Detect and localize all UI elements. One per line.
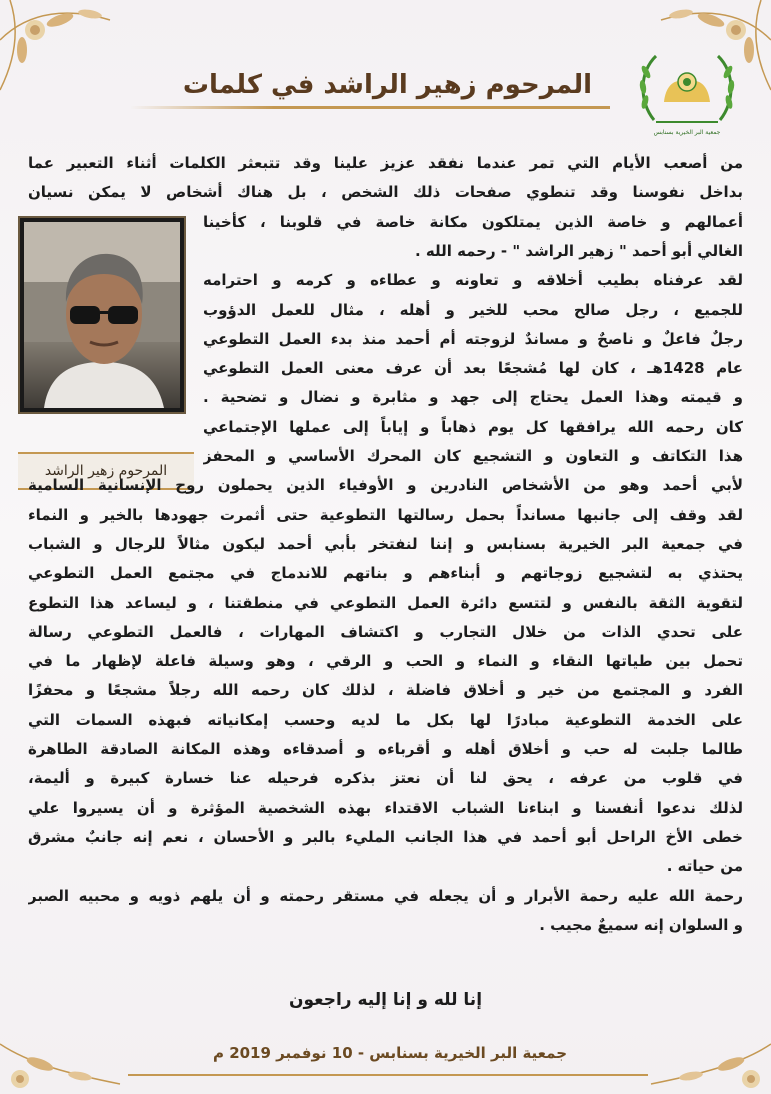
portrait-silhouette-icon: [24, 222, 180, 408]
text-line: و قيمته وهذا العمل يحتاج إلى جهد و مثابرة و نضال و تضحية .: [203, 388, 743, 407]
text-line: أعمالهم و خاصة الذين يمتلكون مكانة خاصة في قلوبنا ، كأخينا: [203, 212, 743, 231]
title-banner: [130, 68, 610, 116]
text-line: هذا التكاتف و التعاون و التشجيع كان المحرك الأساسي و المحفز: [203, 447, 743, 465]
text-line: لأبي أحمد وهو من الأشخاص النادرين و الأوفياء الذين يحملون روح الإنسانية السامية: [28, 476, 743, 495]
text-line: الفرد و المجتمع من خير و أخلاق فاضلة ، لذلك كان رحمه الله رجلاً مشجعًا و محفزًا: [28, 681, 743, 700]
page-title: المرحوم زهير الراشد في كلمات: [182, 70, 592, 100]
text-line: عام 1428هـ ، كان لها مُشجعًا بعد أن عرف معنى العمل التطوعي: [203, 359, 743, 378]
text-line: لقد عرفناه بطيب أخلاقه و تعاونه و عطاءه و كرمه و احترامه: [203, 271, 743, 290]
text-line: و السلوان إنه سميعٌ مجيب .: [539, 915, 743, 934]
text-line: في جمعية البر الخيرية بسنابس و إننا لنفتخر بأبي أحمد ليكون مثالاً للرجال و الشباب: [28, 534, 743, 553]
text-line: خطى الأخ الراحل أبو أحمد في هذا الجانب المليء بالبر و الأحسان ، نعم إنه جانبٌ مشرق: [28, 827, 743, 846]
text-line: على الخدمة التطوعية مبادرًا لها بكل ما لديه وحسب إمكانياته فبهذه السمات التي: [28, 710, 743, 729]
title-underline: [130, 106, 610, 109]
portrait-frame: [18, 216, 186, 414]
charity-logo-icon: [634, 42, 740, 142]
text-line: كان رحمه الله يرافقها كل يوم ذهاباً و إياباً إلى عملها الإجتماعي: [203, 417, 743, 436]
text-line: من حياته .: [666, 857, 743, 876]
text-line: بداخل نفوسنا وقد تنطوي صفحات ذلك الشخص ، بل هناك أشخاص لا يمكن نسيان: [28, 183, 743, 202]
text-line: رحمة الله عليه رحمة الأبرار و أن يجعله في مستقر رحمته و أن يلهم ذويه و محبيه الصبر: [28, 886, 743, 905]
portrait-photo: [24, 222, 180, 408]
text-line: للجميع ، رجل صالح محب للخير و أهله ، مثال للعمل الدؤوب: [203, 300, 743, 319]
text-line: في قلوب من عرفه ، يحق لنا أن نعتز بذكره فرحيله عنا خسارة كبيرة و أليمة،: [28, 769, 743, 788]
text-line: طالما جلبت له حب و أخلاق أهله و أقرباءه و أصدقاءه وهذه المكانة الصادقة الطاهرة: [28, 740, 743, 758]
text-line: لتقوية الثقة بالنفس و لتتسع دائرة العمل التطوعي في منطقتنا ، و ليساعد هذا التطوع: [28, 593, 743, 612]
portrait-caption: المرحوم زهير الراشد: [18, 452, 194, 490]
floral-corner-top-left-icon: [0, 0, 150, 110]
text-line: من أصعب الأيام التي تمر عندما نفقد عزيز علينا وقد تتبعثر الكلمات أثناء التعبير عما: [28, 154, 743, 172]
closing-prayer: إنا لله و إنا إليه راجعون: [288, 990, 483, 1010]
text-line: على تحدي الذات من خلال التجارب و اكتشاف المهارات ، فالعمل التطوعي رسالة: [28, 622, 743, 641]
text-line: الغالي أبو أحمد " زهير الراشد " - رحمه الله .: [414, 241, 743, 260]
text-line: رجلٌ فاعلٌ و ناصحٌ و مساندٌ لزوجته أم أحمد منذ بدء العمل التطوعي: [203, 329, 743, 348]
footer-signature: جمعية البر الخيرية بسنابس - 10 نوفمبر 2019 م: [212, 1044, 568, 1062]
text-line: لقد وقف إلى جانبها مسانداً بحمل رسالتها التطوعية حتى أثمرت جهودها بالخير و النماء: [28, 505, 743, 524]
text-line: لذلك ندعوا أنفسنا و ابناءنا الشباب الاقتداء بهذه الشخصية المؤثرة و أن يسيروا علي: [28, 798, 743, 817]
logo-caption: جمعية البر الخيرية بسنابس: [653, 129, 721, 136]
text-line: يحتذي به لتشجيع زوجاتهم و أبناءهم و بناتهم للاندماج في مجتمع العمل التطوعي: [28, 564, 743, 583]
text-line: تحمل بين طياتها النقاء و النماء و الحب و الرقي ، وهو وسيلة فاعلة لإظهار ما في: [28, 652, 743, 671]
